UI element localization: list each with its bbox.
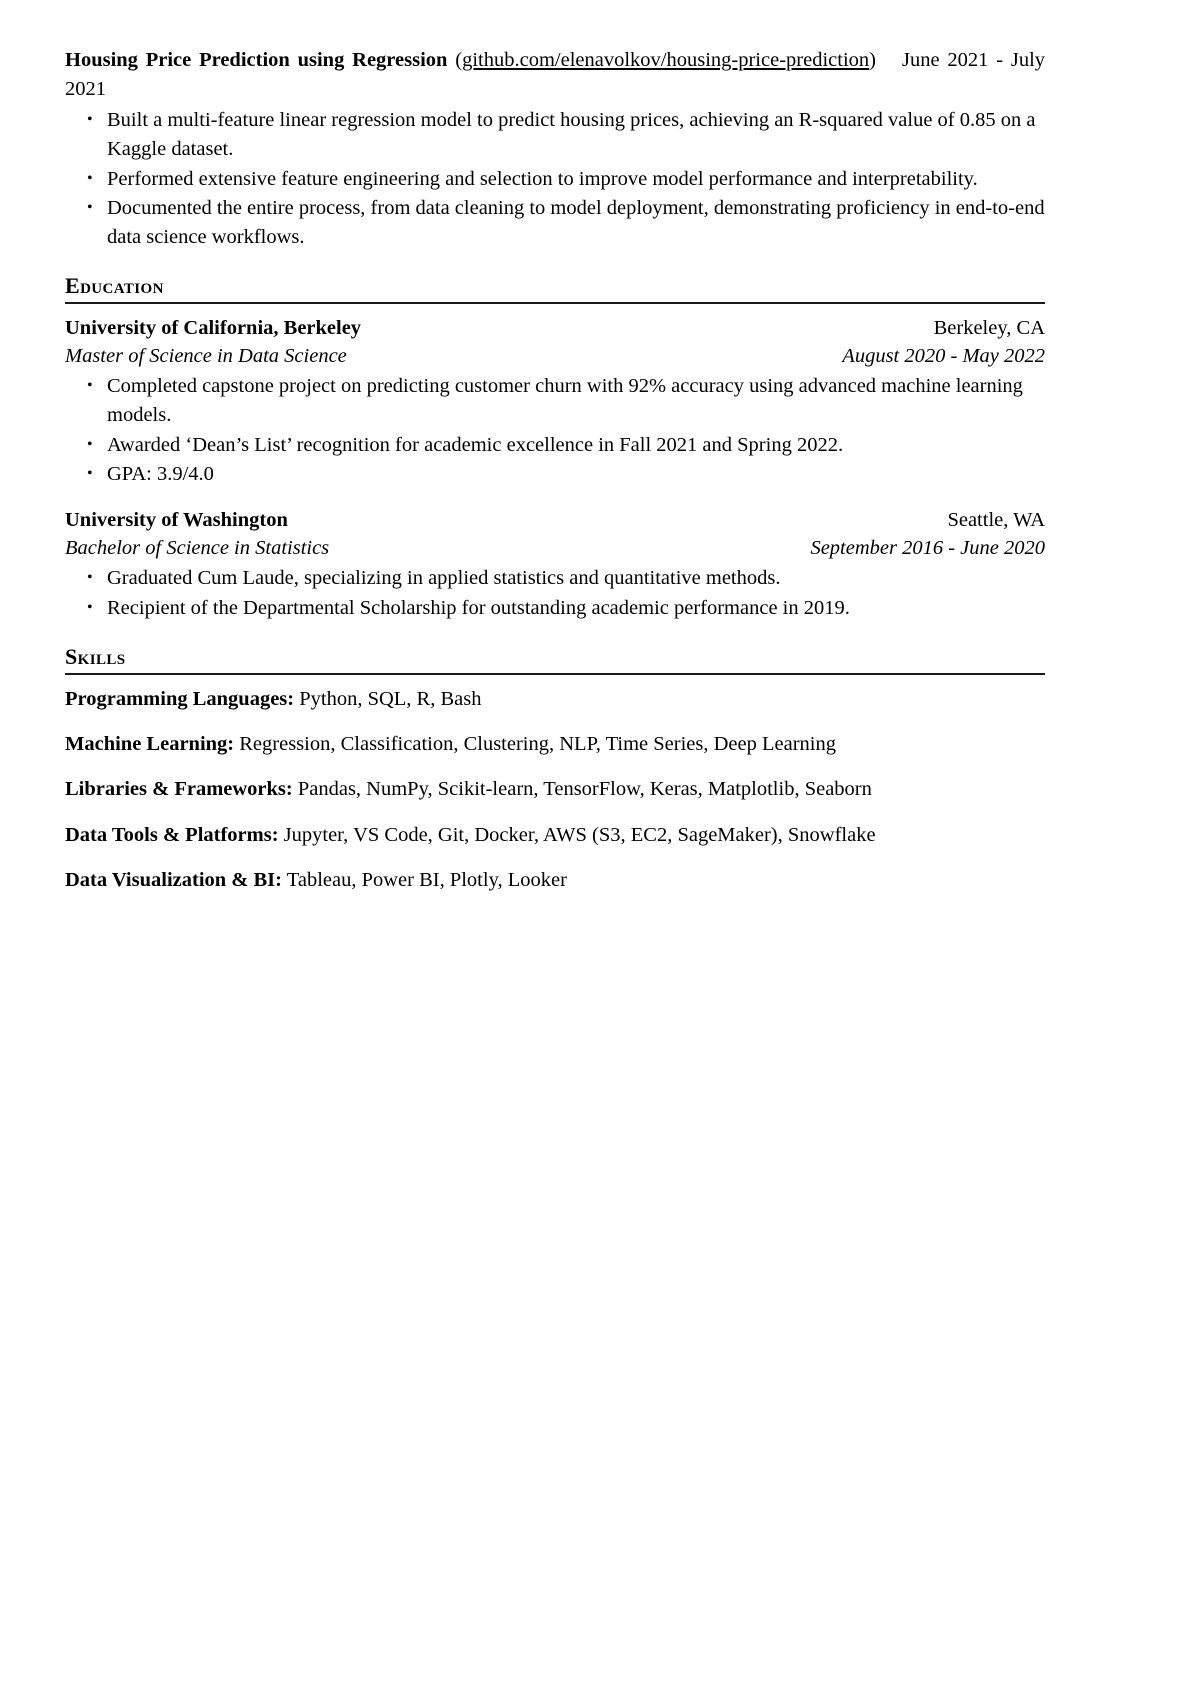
degree-name: Master of Science in Data Science: [65, 344, 347, 367]
skill-line: [65, 866, 1045, 894]
institution-name: University of Washington: [65, 508, 288, 531]
skill-category: Libraries & Frameworks:: [65, 778, 293, 801]
skill-category: Programming Languages:: [65, 687, 295, 710]
project-bullet-list: [65, 106, 1045, 251]
institution-name: University of California, Berkeley: [65, 316, 362, 339]
skill-category: Data Visualization & BI:: [65, 868, 282, 891]
project-title: Housing Price Prediction using Regression: [65, 49, 448, 71]
section-heading-skills: Skills: [65, 643, 126, 669]
project-header: [65, 46, 1045, 104]
project-entry: [65, 46, 1045, 252]
list-item: • Awarded ‘Dean’s List’ recognition for academic excellence in Fall 2021 and Spring 2022.: [65, 431, 1045, 460]
degree-dates: August 2020 - May 2022: [842, 344, 1045, 367]
education-bullet-list: [65, 564, 1045, 622]
skill-values: Tableau, Power BI, Plotly, Looker: [286, 868, 567, 891]
project-link-paren-close: ): [869, 49, 876, 71]
skill-values: Python, SQL, R, Bash: [299, 687, 482, 710]
education-entry-header: [65, 314, 1045, 342]
education-bullet-list: [65, 372, 1045, 489]
project-link-paren-open: (: [455, 49, 463, 71]
project-link[interactable]: github.com/elenavolkov/housing-price-prediction: [462, 49, 870, 71]
page-content: [65, 46, 1045, 894]
education-entry-header: [65, 506, 1045, 534]
skill-values: Pandas, NumPy, Scikit-learn, TensorFlow, Keras, Matplotlib, Seaborn: [297, 778, 872, 801]
institution-location: Berkeley, CA: [933, 316, 1045, 339]
degree-name: Bachelor of Science in Statistics: [65, 537, 330, 560]
skill-values: Jupyter, VS Code, Git, Docker, AWS (S3, EC2, SageMaker), Snowflake: [283, 823, 876, 846]
list-item: • GPA: 3.9/4.0: [65, 460, 1045, 489]
skill-values: Regression, Classification, Clustering, NLP, Time Series, Deep Learning: [239, 733, 836, 756]
education-section: [65, 273, 1045, 623]
project-dates: June 2021 - July 2021: [65, 49, 1046, 101]
institution-location: Seattle, WA: [947, 508, 1045, 531]
skill-category: Data Tools & Platforms:: [65, 823, 279, 846]
skill-line: [65, 775, 1045, 803]
skill-category: Machine Learning:: [65, 733, 235, 756]
skill-line: [65, 821, 1045, 849]
education-entry: [65, 506, 1045, 623]
skills-section: [65, 644, 1045, 894]
list-item: • Recipient of the Departmental Scholarship for outstanding academic performance in 2019.: [65, 594, 1045, 623]
education-entry-subheader: [65, 534, 1045, 562]
skill-line: [65, 685, 1045, 713]
section-heading-education: Education: [65, 272, 164, 298]
degree-dates: September 2016 - June 2020: [810, 537, 1045, 560]
list-item: • Documented the entire process, from data cleaning to model deployment, demonstrating proficiency in end-to-end data science workflows.: [65, 194, 1045, 251]
skill-line: [65, 730, 1045, 758]
list-item: • Performed extensive feature engineering and selection to improve model performance and interpretability.: [65, 165, 1045, 194]
list-item: • Graduated Cum Laude, specializing in applied statistics and quantitative methods.: [65, 564, 1045, 593]
skills-list: [65, 685, 1045, 894]
education-entry: [65, 314, 1045, 489]
education-entry-subheader: [65, 342, 1045, 370]
section-divider: [65, 673, 1045, 675]
section-divider: [65, 302, 1045, 304]
list-item: • Completed capstone project on predicting customer churn with 92% accuracy using advanced machine learning models.: [65, 372, 1045, 429]
list-item: • Built a multi-feature linear regression model to predict housing prices, achieving an R-squared value of 0.85 on a Kaggle dataset.: [65, 106, 1045, 163]
